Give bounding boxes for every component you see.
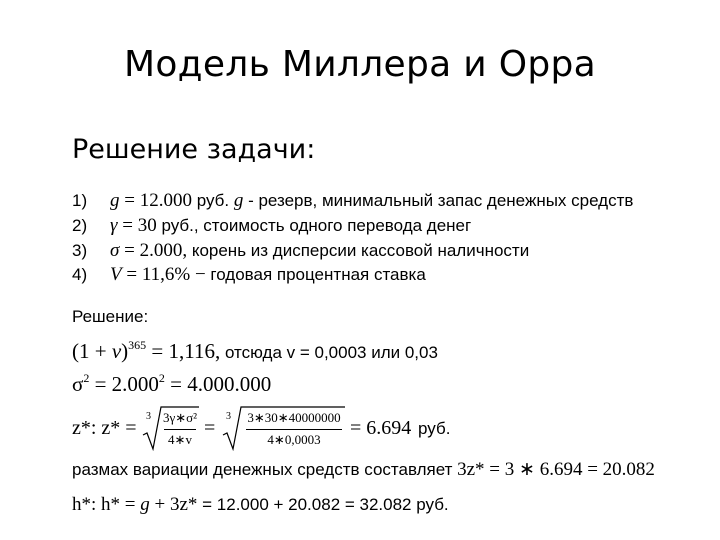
- equation-part: =: [204, 417, 216, 439]
- description-text: руб., стоимость одного перевода денег: [156, 216, 472, 235]
- math-symbol: g: [140, 494, 150, 515]
- list-item: [72, 215, 471, 237]
- equation-range: [72, 458, 655, 481]
- equation-part: + 3z*: [149, 494, 198, 515]
- fraction-numerator: 3∗30∗40000000: [247, 410, 341, 425]
- math-symbol: g: [110, 190, 120, 211]
- root-index: 3: [146, 411, 151, 422]
- description-text: - резерв, минимальный запас денежных средств: [243, 191, 634, 210]
- equation-part: = 4.000.000: [164, 372, 272, 396]
- list-number: 4): [72, 265, 88, 284]
- math-expression: = 11,6% −: [121, 264, 206, 285]
- fraction-bar: [164, 429, 196, 430]
- fraction-bar: [246, 429, 342, 430]
- equation-part: (1 +: [72, 339, 112, 363]
- equation-part: = 1,116,: [146, 339, 221, 363]
- equation-note: размах вариации денежных средств составляет: [72, 460, 458, 479]
- root-index: 3: [226, 411, 231, 422]
- list-number: 2): [72, 216, 88, 235]
- equation-part: = 2.000: [89, 372, 159, 396]
- exponent: 2: [158, 371, 165, 385]
- slide-title: Модель Миллера и Орра: [123, 44, 596, 85]
- equation-h-star: [72, 494, 449, 516]
- math-symbol: σ: [110, 240, 120, 261]
- math-expression: = 2.000,: [119, 240, 188, 261]
- solution-heading: Решение:: [72, 307, 149, 326]
- list-item: [72, 240, 529, 262]
- equation-part: 3z* = 3 ∗ 6.694 = 20.082: [457, 459, 655, 480]
- equation-growth: [72, 338, 438, 364]
- math-expression: = 30: [117, 215, 157, 236]
- math-symbol: v: [111, 339, 122, 363]
- fraction-denominator: 4∗0,0003: [267, 432, 321, 447]
- list-number: 1): [72, 191, 88, 210]
- slide-subtitle: Решение задачи:: [72, 134, 316, 165]
- equation-part: ): [121, 339, 129, 363]
- list-item: [72, 264, 426, 286]
- exponent: 2: [83, 371, 90, 385]
- fraction-numerator: 3γ∗σ²: [162, 410, 198, 425]
- equation-part: = 6.694: [350, 417, 412, 439]
- equation-variance: [72, 371, 271, 397]
- equation-note: = 12.000 + 20.082 = 32.082 руб.: [197, 495, 449, 514]
- equation-part: z*: z* =: [72, 417, 137, 439]
- equation-part: h*: h* =: [72, 494, 141, 515]
- list-item: [72, 190, 633, 212]
- math-symbol: γ: [110, 215, 118, 236]
- list-number: 3): [72, 241, 88, 260]
- math-symbol: σ: [72, 372, 84, 396]
- math-symbol: g: [233, 190, 244, 211]
- unit-text: руб.: [191, 191, 230, 210]
- fraction-denominator: 4∗v: [168, 432, 192, 447]
- description-text: корень из дисперсии кассовой наличности: [187, 241, 530, 260]
- equation-note: отсюда v = 0,0003 или 0,03: [220, 343, 438, 362]
- math-expression: = 12.000: [119, 190, 192, 211]
- description-text: годовая процентная ставка: [205, 265, 426, 284]
- exponent: 365: [128, 338, 147, 352]
- math-symbol: V: [110, 264, 122, 285]
- unit-text: руб.: [418, 419, 451, 438]
